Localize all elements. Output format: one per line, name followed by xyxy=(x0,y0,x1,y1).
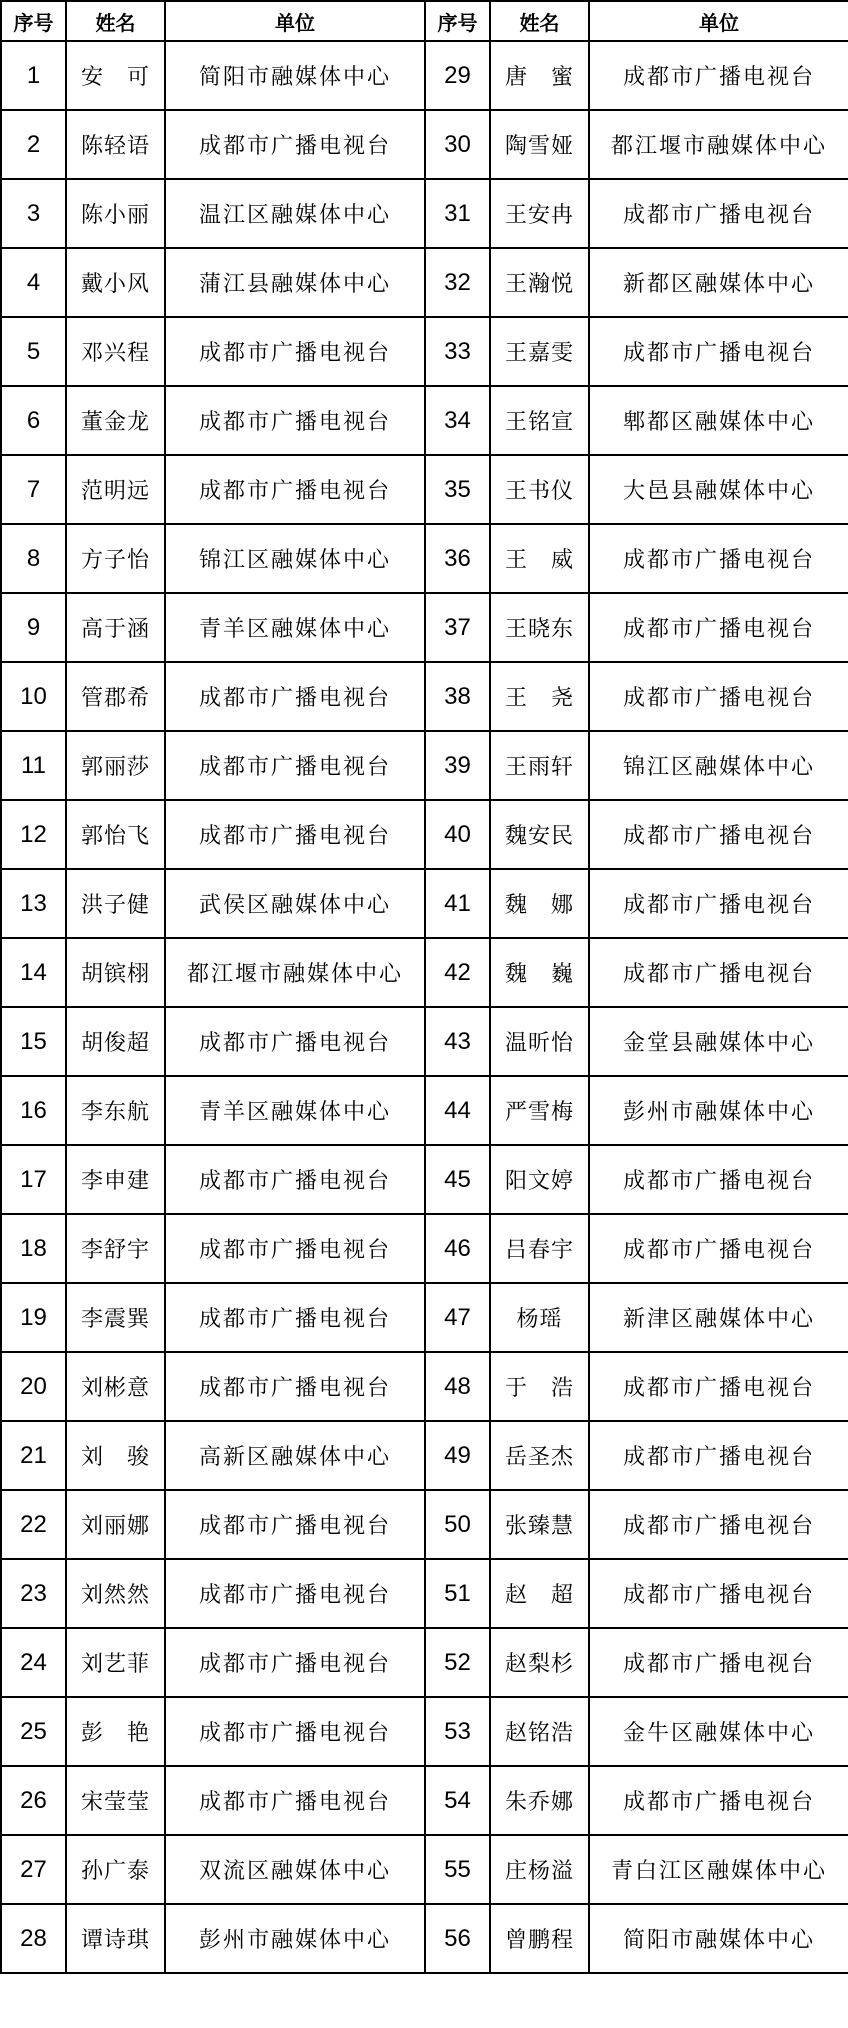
right-no-cell: 43 xyxy=(425,1007,490,1076)
right-unit-cell: 都江堰市融媒体中心 xyxy=(589,110,848,179)
left-unit-cell: 青羊区融媒体中心 xyxy=(165,1076,425,1145)
right-no-cell: 56 xyxy=(425,1904,490,1973)
left-no-cell: 16 xyxy=(1,1076,66,1145)
left-no-cell: 15 xyxy=(1,1007,66,1076)
left-unit-cell: 成都市广播电视台 xyxy=(165,455,425,524)
right-unit-cell: 成都市广播电视台 xyxy=(589,41,848,110)
right-no-cell: 36 xyxy=(425,524,490,593)
left-unit-cell: 成都市广播电视台 xyxy=(165,1490,425,1559)
left-unit-cell: 成都市广播电视台 xyxy=(165,110,425,179)
left-name-cell: 孙广泰 xyxy=(66,1835,165,1904)
left-name-cell: 陈小丽 xyxy=(66,179,165,248)
left-no-cell: 25 xyxy=(1,1697,66,1766)
table-row xyxy=(1,662,848,731)
left-unit-cell: 彭州市融媒体中心 xyxy=(165,1904,425,1973)
right-unit-cell: 成都市广播电视台 xyxy=(589,179,848,248)
right-name-cell: 严雪梅 xyxy=(490,1076,589,1145)
table-row xyxy=(1,1559,848,1628)
right-no-cell: 54 xyxy=(425,1766,490,1835)
table-row xyxy=(1,1007,848,1076)
right-unit-cell: 成都市广播电视台 xyxy=(589,524,848,593)
left-no-cell: 13 xyxy=(1,869,66,938)
left-no-cell: 24 xyxy=(1,1628,66,1697)
right-name-cell: 杨瑶 xyxy=(490,1283,589,1352)
right-no-cell: 39 xyxy=(425,731,490,800)
left-unit-cell: 高新区融媒体中心 xyxy=(165,1421,425,1490)
right-unit-cell: 成都市广播电视台 xyxy=(589,1559,848,1628)
table-row xyxy=(1,1766,848,1835)
right-name-cell: 吕春宇 xyxy=(490,1214,589,1283)
right-unit-cell: 成都市广播电视台 xyxy=(589,869,848,938)
right-no-cell: 33 xyxy=(425,317,490,386)
left-no-cell: 11 xyxy=(1,731,66,800)
right-no-cell: 53 xyxy=(425,1697,490,1766)
left-no-cell: 21 xyxy=(1,1421,66,1490)
left-name-cell: 董金龙 xyxy=(66,386,165,455)
left-no-cell: 6 xyxy=(1,386,66,455)
left-unit-cell: 成都市广播电视台 xyxy=(165,1283,425,1352)
left-name-cell: 高于涵 xyxy=(66,593,165,662)
left-no-cell: 28 xyxy=(1,1904,66,1973)
left-no-cell: 23 xyxy=(1,1559,66,1628)
right-unit-cell: 成都市广播电视台 xyxy=(589,1766,848,1835)
left-no-cell: 2 xyxy=(1,110,66,179)
left-no-cell: 1 xyxy=(1,41,66,110)
left-name-cell: 方子怡 xyxy=(66,524,165,593)
table-row xyxy=(1,524,848,593)
left-unit-cell: 成都市广播电视台 xyxy=(165,1697,425,1766)
left-unit-cell: 成都市广播电视台 xyxy=(165,1559,425,1628)
right-no-cell: 32 xyxy=(425,248,490,317)
table-row xyxy=(1,1352,848,1421)
table-row xyxy=(1,1490,848,1559)
right-name-cell: 庄杨溢 xyxy=(490,1835,589,1904)
left-no-cell: 5 xyxy=(1,317,66,386)
table-row xyxy=(1,386,848,455)
table-row xyxy=(1,593,848,662)
right-name-cell: 温昕怡 xyxy=(490,1007,589,1076)
left-name-cell: 安 可 xyxy=(66,41,165,110)
left-name-cell: 刘彬意 xyxy=(66,1352,165,1421)
left-name-cell: 刘艺菲 xyxy=(66,1628,165,1697)
table-row xyxy=(1,1214,848,1283)
header-row xyxy=(1,1,848,41)
header-unit-left: 单位 xyxy=(165,1,425,41)
right-name-cell: 阳文婷 xyxy=(490,1145,589,1214)
left-unit-cell: 成都市广播电视台 xyxy=(165,1214,425,1283)
table-row xyxy=(1,1145,848,1214)
right-name-cell: 曾鹏程 xyxy=(490,1904,589,1973)
right-name-cell: 王雨轩 xyxy=(490,731,589,800)
right-unit-cell: 大邑县融媒体中心 xyxy=(589,455,848,524)
left-no-cell: 22 xyxy=(1,1490,66,1559)
left-name-cell: 刘然然 xyxy=(66,1559,165,1628)
left-name-cell: 刘 骏 xyxy=(66,1421,165,1490)
right-no-cell: 29 xyxy=(425,41,490,110)
left-name-cell: 洪子健 xyxy=(66,869,165,938)
right-name-cell: 张臻慧 xyxy=(490,1490,589,1559)
right-no-cell: 31 xyxy=(425,179,490,248)
left-unit-cell: 成都市广播电视台 xyxy=(165,1352,425,1421)
left-no-cell: 17 xyxy=(1,1145,66,1214)
table-row xyxy=(1,869,848,938)
left-unit-cell: 温江区融媒体中心 xyxy=(165,179,425,248)
right-no-cell: 55 xyxy=(425,1835,490,1904)
right-unit-cell: 成都市广播电视台 xyxy=(589,1145,848,1214)
left-name-cell: 胡镔栩 xyxy=(66,938,165,1007)
left-name-cell: 刘丽娜 xyxy=(66,1490,165,1559)
left-unit-cell: 成都市广播电视台 xyxy=(165,1766,425,1835)
left-unit-cell: 都江堰市融媒体中心 xyxy=(165,938,425,1007)
table-row xyxy=(1,1283,848,1352)
right-name-cell: 王 尧 xyxy=(490,662,589,731)
left-unit-cell: 蒲江县融媒体中心 xyxy=(165,248,425,317)
table-row xyxy=(1,1628,848,1697)
right-name-cell: 王晓东 xyxy=(490,593,589,662)
left-name-cell: 胡俊超 xyxy=(66,1007,165,1076)
right-name-cell: 魏 娜 xyxy=(490,869,589,938)
table-row xyxy=(1,1421,848,1490)
right-unit-cell: 成都市广播电视台 xyxy=(589,593,848,662)
left-name-cell: 李申建 xyxy=(66,1145,165,1214)
right-no-cell: 51 xyxy=(425,1559,490,1628)
left-no-cell: 8 xyxy=(1,524,66,593)
left-unit-cell: 成都市广播电视台 xyxy=(165,800,425,869)
right-unit-cell: 简阳市融媒体中心 xyxy=(589,1904,848,1973)
left-no-cell: 12 xyxy=(1,800,66,869)
table-row xyxy=(1,248,848,317)
left-unit-cell: 简阳市融媒体中心 xyxy=(165,41,425,110)
right-unit-cell: 成都市广播电视台 xyxy=(589,1421,848,1490)
left-name-cell: 范明远 xyxy=(66,455,165,524)
table-row xyxy=(1,41,848,110)
table-body xyxy=(1,41,848,1973)
right-no-cell: 49 xyxy=(425,1421,490,1490)
left-unit-cell: 成都市广播电视台 xyxy=(165,662,425,731)
table-row xyxy=(1,1076,848,1145)
left-unit-cell: 成都市广播电视台 xyxy=(165,731,425,800)
right-name-cell: 王嘉雯 xyxy=(490,317,589,386)
left-name-cell: 郭丽莎 xyxy=(66,731,165,800)
left-unit-cell: 成都市广播电视台 xyxy=(165,1145,425,1214)
table-row xyxy=(1,179,848,248)
table-row xyxy=(1,1835,848,1904)
right-name-cell: 王书仪 xyxy=(490,455,589,524)
table-row xyxy=(1,1697,848,1766)
right-no-cell: 45 xyxy=(425,1145,490,1214)
right-unit-cell: 金牛区融媒体中心 xyxy=(589,1697,848,1766)
left-name-cell: 彭 艳 xyxy=(66,1697,165,1766)
left-unit-cell: 锦江区融媒体中心 xyxy=(165,524,425,593)
right-unit-cell: 成都市广播电视台 xyxy=(589,1490,848,1559)
left-no-cell: 20 xyxy=(1,1352,66,1421)
right-no-cell: 37 xyxy=(425,593,490,662)
right-name-cell: 岳圣杰 xyxy=(490,1421,589,1490)
right-no-cell: 30 xyxy=(425,110,490,179)
left-name-cell: 郭怡飞 xyxy=(66,800,165,869)
left-name-cell: 陈轻语 xyxy=(66,110,165,179)
right-no-cell: 35 xyxy=(425,455,490,524)
right-unit-cell: 金堂县融媒体中心 xyxy=(589,1007,848,1076)
right-name-cell: 王 威 xyxy=(490,524,589,593)
table-row xyxy=(1,317,848,386)
header-name-right: 姓名 xyxy=(490,1,589,41)
right-name-cell: 王瀚悦 xyxy=(490,248,589,317)
right-name-cell: 唐 蜜 xyxy=(490,41,589,110)
right-name-cell: 赵铭浩 xyxy=(490,1697,589,1766)
right-unit-cell: 成都市广播电视台 xyxy=(589,938,848,1007)
right-name-cell: 朱乔娜 xyxy=(490,1766,589,1835)
left-no-cell: 9 xyxy=(1,593,66,662)
right-no-cell: 50 xyxy=(425,1490,490,1559)
right-no-cell: 42 xyxy=(425,938,490,1007)
left-name-cell: 李东航 xyxy=(66,1076,165,1145)
left-no-cell: 18 xyxy=(1,1214,66,1283)
right-unit-cell: 成都市广播电视台 xyxy=(589,1628,848,1697)
left-unit-cell: 成都市广播电视台 xyxy=(165,1628,425,1697)
right-name-cell: 魏安民 xyxy=(490,800,589,869)
table-row xyxy=(1,731,848,800)
right-name-cell: 陶雪娅 xyxy=(490,110,589,179)
left-name-cell: 李舒宇 xyxy=(66,1214,165,1283)
right-unit-cell: 成都市广播电视台 xyxy=(589,1352,848,1421)
left-no-cell: 27 xyxy=(1,1835,66,1904)
right-no-cell: 48 xyxy=(425,1352,490,1421)
right-name-cell: 赵 超 xyxy=(490,1559,589,1628)
right-unit-cell: 成都市广播电视台 xyxy=(589,800,848,869)
right-no-cell: 47 xyxy=(425,1283,490,1352)
right-unit-cell: 郫都区融媒体中心 xyxy=(589,386,848,455)
right-unit-cell: 青白江区融媒体中心 xyxy=(589,1835,848,1904)
table-row xyxy=(1,1904,848,1973)
right-unit-cell: 新津区融媒体中心 xyxy=(589,1283,848,1352)
table-row xyxy=(1,455,848,524)
right-name-cell: 赵梨杉 xyxy=(490,1628,589,1697)
left-unit-cell: 成都市广播电视台 xyxy=(165,386,425,455)
right-no-cell: 40 xyxy=(425,800,490,869)
right-name-cell: 于 浩 xyxy=(490,1352,589,1421)
left-name-cell: 戴小风 xyxy=(66,248,165,317)
left-name-cell: 管郡希 xyxy=(66,662,165,731)
left-no-cell: 14 xyxy=(1,938,66,1007)
right-unit-cell: 成都市广播电视台 xyxy=(589,1214,848,1283)
right-no-cell: 38 xyxy=(425,662,490,731)
left-no-cell: 10 xyxy=(1,662,66,731)
right-no-cell: 44 xyxy=(425,1076,490,1145)
left-no-cell: 7 xyxy=(1,455,66,524)
left-no-cell: 4 xyxy=(1,248,66,317)
right-unit-cell: 锦江区融媒体中心 xyxy=(589,731,848,800)
left-no-cell: 26 xyxy=(1,1766,66,1835)
left-unit-cell: 成都市广播电视台 xyxy=(165,1007,425,1076)
right-name-cell: 魏 巍 xyxy=(490,938,589,1007)
right-no-cell: 34 xyxy=(425,386,490,455)
right-unit-cell: 彭州市融媒体中心 xyxy=(589,1076,848,1145)
table-row xyxy=(1,938,848,1007)
table-row xyxy=(1,800,848,869)
right-unit-cell: 成都市广播电视台 xyxy=(589,317,848,386)
header-unit-right: 单位 xyxy=(589,1,848,41)
left-unit-cell: 武侯区融媒体中心 xyxy=(165,869,425,938)
left-name-cell: 宋莹莹 xyxy=(66,1766,165,1835)
left-name-cell: 谭诗琪 xyxy=(66,1904,165,1973)
header-name-left: 姓名 xyxy=(66,1,165,41)
left-unit-cell: 成都市广播电视台 xyxy=(165,317,425,386)
right-unit-cell: 成都市广播电视台 xyxy=(589,662,848,731)
header-no-right: 序号 xyxy=(425,1,490,41)
right-no-cell: 52 xyxy=(425,1628,490,1697)
left-no-cell: 3 xyxy=(1,179,66,248)
left-no-cell: 19 xyxy=(1,1283,66,1352)
left-unit-cell: 双流区融媒体中心 xyxy=(165,1835,425,1904)
table-row xyxy=(1,110,848,179)
right-unit-cell: 新都区融媒体中心 xyxy=(589,248,848,317)
right-no-cell: 41 xyxy=(425,869,490,938)
right-name-cell: 王铭宣 xyxy=(490,386,589,455)
left-name-cell: 李震巽 xyxy=(66,1283,165,1352)
right-name-cell: 王安冉 xyxy=(490,179,589,248)
header-no-left: 序号 xyxy=(1,1,66,41)
right-no-cell: 46 xyxy=(425,1214,490,1283)
left-name-cell: 邓兴程 xyxy=(66,317,165,386)
left-unit-cell: 青羊区融媒体中心 xyxy=(165,593,425,662)
table-header xyxy=(1,1,848,41)
